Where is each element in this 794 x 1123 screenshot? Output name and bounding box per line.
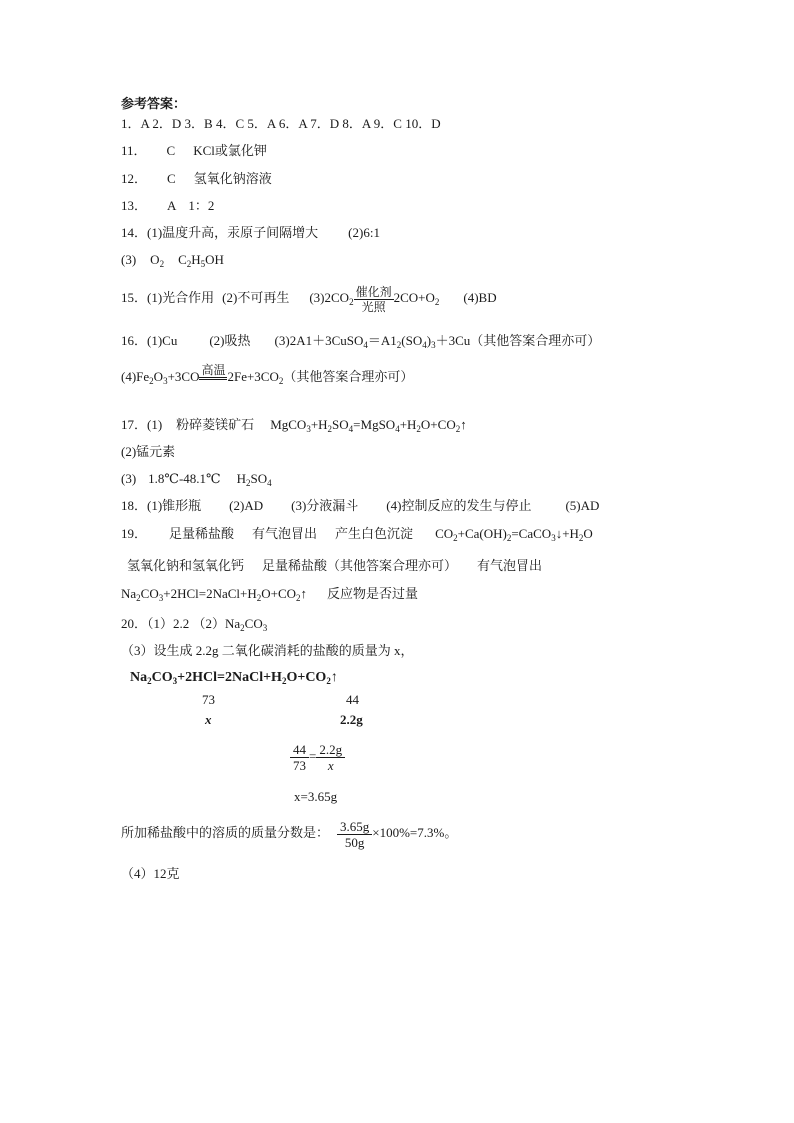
reaction-condition: 高温	[199, 363, 227, 394]
answer-14-line1: 14．(1)温度升高，汞原子间隔增大 (2)6:1	[121, 225, 380, 240]
answer-20-line4: （4）12克	[121, 866, 180, 881]
answer-19-line3: $Na_2CO_3+2HCl=2NaCl+H_2O+CO_2↑$ 反应物是否过量	[121, 586, 419, 603]
answer-17-line3: (3) 1.8℃-48.1℃ $H_2SO_4$	[121, 471, 272, 488]
answer-17-line1: 17．(1) 粉碎菱镁矿石 $MgCO_3+H_2SO_4=MgSO_4+H_2O+CO_2↑$	[121, 417, 467, 434]
answer-18: 18．(1)锥形瓶 (2)AD (3)分液漏斗 (4)控制反应的发生与停止 (5)AD	[121, 498, 600, 513]
answer-13: 13． A 1：2	[121, 198, 215, 213]
molar-mass-co2: 44	[346, 692, 359, 707]
answer-11: 11． C KCl或氯化钾	[121, 143, 267, 158]
answer-16-line2: $(4)Fe_2O_3+3CO$ 高温 $2Fe+3CO_2$（其他答案合理亦可）	[121, 362, 413, 394]
answer-20-equation: $Na_2CO_3+2HCl=2NaCl+H_2O+CO_2↑$	[130, 670, 338, 686]
answer-14-line2: (3) $O_2$ $C_2H_5OH$	[121, 252, 224, 269]
answer-20-line2: （3）设生成 2.2g 二氧化碳消耗的盐酸的质量为 x，	[121, 643, 414, 658]
answer-20-percentage: 所加稀盐酸中的溶质的质量分数是： $\frac{3.65g}{50g}$ ×100%=7.3%。	[121, 818, 458, 850]
proportion-equation: $\frac{44}{73}$ = $\frac{2.2g}{x}$	[290, 742, 345, 773]
answers-1-10: 1．A 2．D 3．B 4．C 5．A 6．A 7．D 8．A 9．C 10．D	[121, 116, 441, 131]
co2-mass: 2.2g	[340, 712, 363, 727]
result-x: x=3.65g	[294, 789, 338, 804]
answer-15: 15．(1)光合作用 (2)不可再生 $(3)2CO_2$ 催化剂 光照 $2CO+O_2$ (4)BD	[121, 284, 497, 314]
answer-20-line1: 20．（1）2.2 $(2)Na_2CO_3$	[121, 616, 268, 633]
answer-17-line2: (2)锰元素	[121, 444, 176, 459]
answer-16-line1: 16．(1)Cu (2)吸热 $(3)2A1+3CuSO_4=A1_2(SO_4)_3+3Cu$（其他答案合理亦可）	[121, 333, 601, 350]
answer-19-line2: 氢氧化钠和氢氧化钙 足量稀盐酸（其他答案合理亦可） 有气泡冒出	[127, 558, 543, 573]
page-title: 参考答案：	[121, 96, 187, 111]
unknown-x: x	[205, 712, 212, 727]
answer-12: 12． C 氢氧化钠溶液	[121, 171, 272, 186]
molar-mass-hcl: 73	[202, 692, 215, 707]
reaction-condition: 催化剂 光照	[355, 284, 392, 314]
answer-19-line1: 19． 足量稀盐酸 有气泡冒出 产生白色沉淀 $CO_2+Ca(OH)_2=CaCO_3↓+H_2O$	[121, 526, 593, 543]
